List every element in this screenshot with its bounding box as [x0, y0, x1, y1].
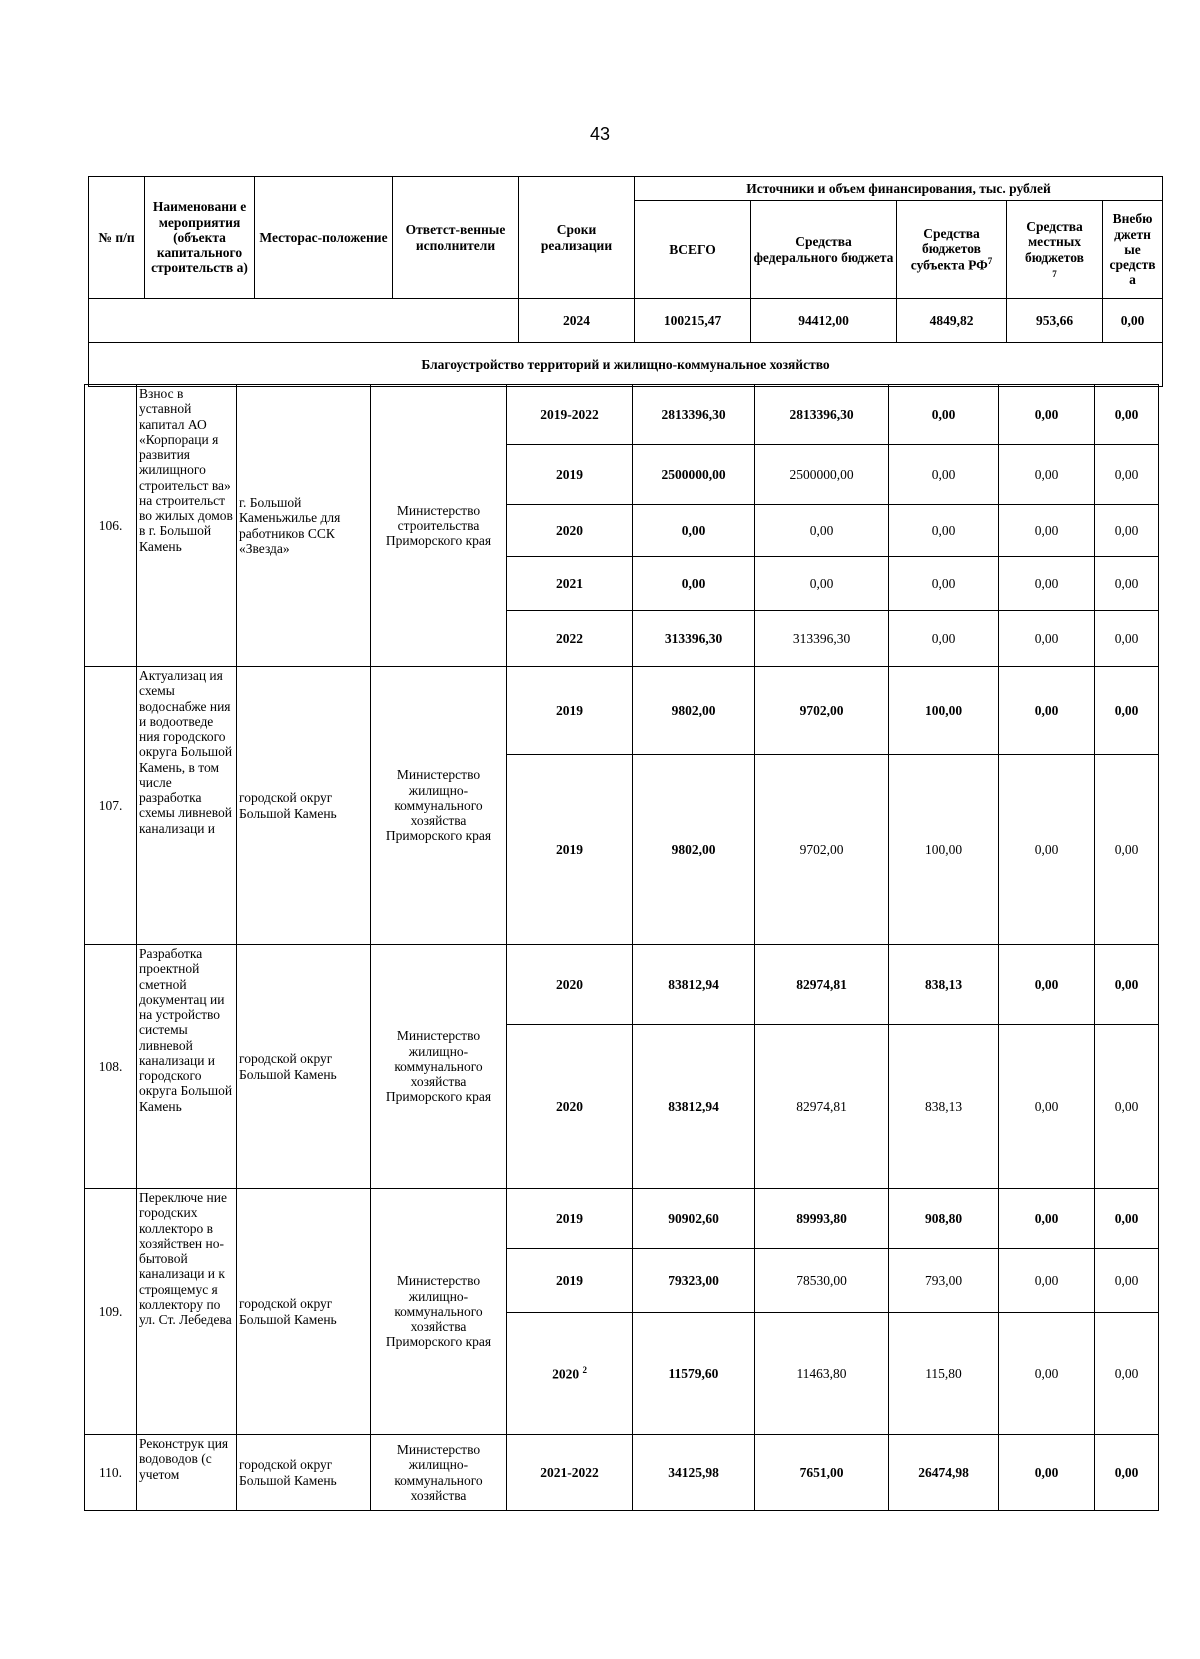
section-title: Благоустройство территорий и жилищно-коммунальное хозяйство — [89, 343, 1163, 387]
header-local: Средства местных бюджетов 7 — [1007, 201, 1103, 299]
subject-cell: 0,00 — [889, 557, 999, 611]
item-executor: Министерство жилищно-коммунального хозяйства Приморского края — [371, 667, 507, 945]
year-cell: 2020 — [507, 1025, 633, 1189]
subject-cell: 908,80 — [889, 1189, 999, 1249]
local-cell: 0,00 — [999, 1025, 1095, 1189]
item-location: городской округ Большой Камень — [237, 1189, 371, 1435]
federal-cell: 0,00 — [755, 557, 889, 611]
total-cell: 90902,60 — [633, 1189, 755, 1249]
federal-cell: 0,00 — [755, 505, 889, 557]
extra-cell: 0,00 — [1095, 1025, 1159, 1189]
subject-cell: 838,13 — [889, 1025, 999, 1189]
total-cell: 100215,47 — [635, 299, 751, 343]
year-cell: 2019 — [507, 1189, 633, 1249]
total-cell: 2813396,30 — [633, 385, 755, 445]
subject-cell: 0,00 — [889, 505, 999, 557]
item-name: Разработка проектной сметной документац ии на устройство системы ливневой канализаци и городского округа Большой Камень — [137, 945, 237, 1189]
local-cell: 0,00 — [999, 557, 1095, 611]
local-cell: 0,00 — [999, 945, 1095, 1025]
local-cell: 0,00 — [999, 1313, 1095, 1435]
header-sources: Источники и объем финансирования, тыс. рублей — [635, 177, 1163, 201]
year-cell: 2020 — [507, 945, 633, 1025]
total-cell: 313396,30 — [633, 611, 755, 667]
subject-cell: 100,00 — [889, 667, 999, 755]
total-cell: 9802,00 — [633, 755, 755, 945]
items-table — [84, 384, 1159, 1511]
item-executor: Министерство жилищно-коммунального хозяйства — [371, 1435, 507, 1511]
federal-cell: 11463,80 — [755, 1313, 889, 1435]
subject-cell: 115,80 — [889, 1313, 999, 1435]
item-name: Взнос в уставной капитал АО «Корпораци я развития жилищного строительст ва» на строительст во жилых домов в г. Большой Камень — [137, 385, 237, 667]
year-cell: 2022 — [507, 611, 633, 667]
item-number: 110. — [85, 1435, 137, 1511]
header-subject: Средства бюджетов субъекта $РФ^7$ — [897, 201, 1007, 299]
year-cell: 2019-2022 — [507, 385, 633, 445]
subject-cell: 0,00 — [889, 385, 999, 445]
total-cell: 2500000,00 — [633, 445, 755, 505]
extra-cell: 0,00 — [1095, 755, 1159, 945]
local-cell: 0,00 — [999, 667, 1095, 755]
item-location: городской округ Большой Камень — [237, 1435, 371, 1511]
year-cell: 2019 — [507, 755, 633, 945]
extra-cell: 0,00 — [1103, 299, 1163, 343]
table-row — [85, 945, 1159, 1025]
item-name: Актуализац ия схемы водоснабже ния и водоотведе ния городского округа Большой Камень, в том числе разработка схемы ливневой канализаци и — [137, 667, 237, 945]
year-cell: 2019 — [507, 445, 633, 505]
total-cell: 83812,94 — [633, 1025, 755, 1189]
total-cell: 79323,00 — [633, 1249, 755, 1313]
subject-cell: 0,00 — [889, 611, 999, 667]
year-cell: 2020 $^2$ — [507, 1313, 633, 1435]
federal-cell: 89993,80 — [755, 1189, 889, 1249]
local-cell: 0,00 — [999, 1435, 1095, 1511]
local-cell: 0,00 — [999, 1189, 1095, 1249]
extra-cell: 0,00 — [1095, 1435, 1159, 1511]
total-cell: 83812,94 — [633, 945, 755, 1025]
subject-cell: 4849,82 — [897, 299, 1007, 343]
year-cell: 2019 — [507, 667, 633, 755]
item-name: Реконструк ция водоводов (с учетом — [137, 1435, 237, 1511]
table-row — [85, 1189, 1159, 1249]
year-cell: 2019 — [507, 1249, 633, 1313]
local-cell: 0,00 — [999, 1249, 1095, 1313]
table-row — [85, 385, 1159, 445]
local-cell: 0,00 — [999, 755, 1095, 945]
year-cell: 2020 — [507, 505, 633, 557]
extra-cell: 0,00 — [1095, 505, 1159, 557]
federal-cell: 7651,00 — [755, 1435, 889, 1511]
item-number: 108. — [85, 945, 137, 1189]
header-name: Наименовани е мероприятия (объекта капитального строительств а) — [145, 177, 255, 299]
top-summary-row — [89, 299, 1163, 343]
header-num: № п/п — [89, 177, 145, 299]
total-cell: 0,00 — [633, 505, 755, 557]
local-cell: 0,00 — [999, 611, 1095, 667]
item-location: г. Большой Каменьжилье для работников ССК «Звезда» — [237, 385, 371, 667]
year-cell: 2021 — [507, 557, 633, 611]
local-cell: 953,66 — [1007, 299, 1103, 343]
extra-cell: 0,00 — [1095, 611, 1159, 667]
total-cell: 9802,00 — [633, 667, 755, 755]
item-location: городской округ Большой Камень — [237, 945, 371, 1189]
federal-cell: 82974,81 — [755, 945, 889, 1025]
federal-cell: 9702,00 — [755, 755, 889, 945]
item-number: 107. — [85, 667, 137, 945]
item-location: городской округ Большой Камень — [237, 667, 371, 945]
item-number: 109. — [85, 1189, 137, 1435]
federal-cell: 82974,81 — [755, 1025, 889, 1189]
subject-cell: 838,13 — [889, 945, 999, 1025]
extra-cell: 0,00 — [1095, 1313, 1159, 1435]
item-executor: Министерство жилищно-коммунального хозяйства Приморского края — [371, 945, 507, 1189]
total-cell: 34125,98 — [633, 1435, 755, 1511]
federal-cell: 78530,00 — [755, 1249, 889, 1313]
extra-cell: 0,00 — [1095, 945, 1159, 1025]
extra-cell: 0,00 — [1095, 667, 1159, 755]
table-row — [85, 667, 1159, 755]
year-cell: 2024 — [519, 299, 635, 343]
federal-cell: 94412,00 — [751, 299, 897, 343]
local-cell: 0,00 — [999, 385, 1095, 445]
subject-cell: 26474,98 — [889, 1435, 999, 1511]
subject-cell: 793,00 — [889, 1249, 999, 1313]
header-terms: Сроки реализации — [519, 177, 635, 299]
item-executor: Министерство жилищно-коммунального хозяйства Приморского края — [371, 1189, 507, 1435]
local-cell: 0,00 — [999, 445, 1095, 505]
subject-cell: 100,00 — [889, 755, 999, 945]
header-location: Месторас-положение — [255, 177, 393, 299]
header-federal: Средства федерального бюджета — [751, 201, 897, 299]
item-name: Переключе ние городских коллекторо в хозяйствен но-бытовой канализаци и к строящемус я коллектору по ул. Ст. Лебедева — [137, 1189, 237, 1435]
item-executor: Министерство строительства Приморского края — [371, 385, 507, 667]
page-number: 43 — [589, 124, 611, 144]
federal-cell: 9702,00 — [755, 667, 889, 755]
federal-cell: 2813396,30 — [755, 385, 889, 445]
federal-cell: 313396,30 — [755, 611, 889, 667]
header-executors: Ответст-венные исполнители — [393, 177, 519, 299]
table-row — [85, 1435, 1159, 1511]
header-total: ВСЕГО — [635, 201, 751, 299]
extra-cell: 0,00 — [1095, 557, 1159, 611]
item-number: 106. — [85, 385, 137, 667]
year-cell: 2021-2022 — [507, 1435, 633, 1511]
total-cell: 0,00 — [633, 557, 755, 611]
subject-cell: 0,00 — [889, 445, 999, 505]
header-extra: Внебю джетн ые средств а — [1103, 201, 1163, 299]
extra-cell: 0,00 — [1095, 1189, 1159, 1249]
extra-cell: 0,00 — [1095, 1249, 1159, 1313]
federal-cell: 2500000,00 — [755, 445, 889, 505]
extra-cell: 0,00 — [1095, 445, 1159, 505]
extra-cell: 0,00 — [1095, 385, 1159, 445]
local-cell: 0,00 — [999, 505, 1095, 557]
total-cell: 11579,60 — [633, 1313, 755, 1435]
header-table — [88, 176, 1163, 387]
